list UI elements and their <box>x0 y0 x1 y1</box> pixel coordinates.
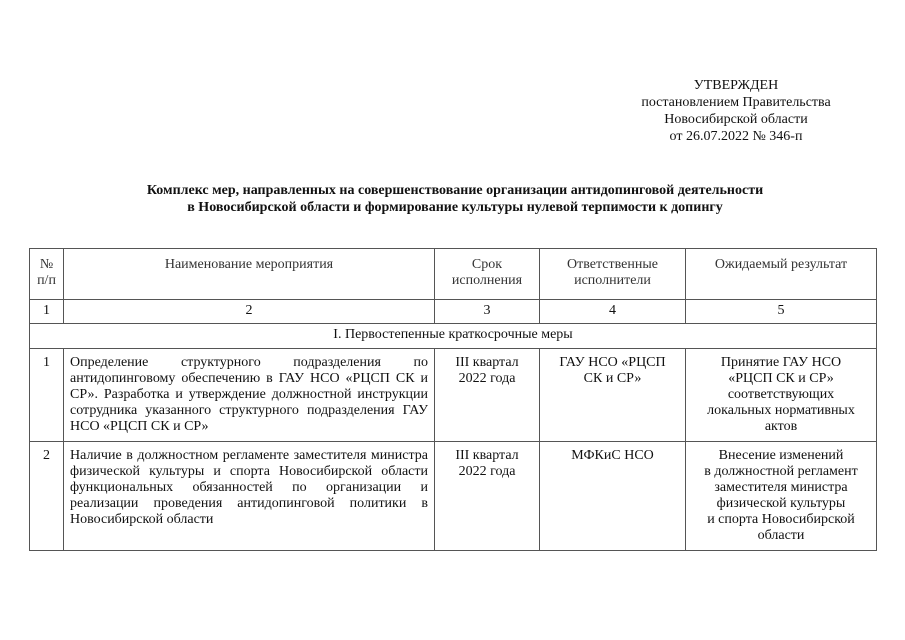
row-result-line: области <box>757 528 805 543</box>
header-term-line-2: исполнения <box>451 273 523 288</box>
row-result <box>686 349 877 442</box>
document-title <box>60 182 850 216</box>
row-term-line-2: 2022 года <box>458 371 516 386</box>
document-title-line-1: Комплекс мер, направленных на совершенствование организации антидопинговой деятельности <box>146 183 764 198</box>
row-measure-name: Определение структурного подразделения по антидопинговому обеспечению в ГАУ НСО «РЦСП СК и СР». Разработка и утверждение должностной инструкции сотрудника указанного структурного подразделения ГАУ НСО «РЦСП СК и СР» <box>64 349 435 442</box>
row-term-line-1: III квартал <box>455 448 519 463</box>
column-number: 2 <box>64 300 435 324</box>
row-responsible <box>540 442 686 551</box>
row-term <box>435 349 540 442</box>
row-result-line: соответствующих <box>727 387 835 402</box>
row-responsible <box>540 349 686 442</box>
approval-date-number: от 26.07.2022 № 346-п <box>669 129 803 144</box>
header-result <box>686 249 877 300</box>
row-result-line: актов <box>764 419 798 434</box>
table-row <box>30 442 877 551</box>
row-result-line: заместителя министра <box>714 480 848 495</box>
row-result-line: локальных нормативных <box>707 403 855 418</box>
row-measure-name: Наличие в должностном регламенте заместителя министра физической культуры и спорта Новосибирской области функциональных обязанностей по организации и реализации проведения антидопинговой политики в Новосибирской области <box>64 442 435 551</box>
header-term-line-1: Срок <box>471 257 503 272</box>
header-number-line-2: п/п <box>37 273 56 288</box>
section-row <box>30 324 877 349</box>
column-number: 3 <box>435 300 540 324</box>
row-result-line: «РЦСП СК и СР» <box>728 371 834 386</box>
row-result-line: Принятие ГАУ НСО <box>720 355 842 370</box>
column-number: 4 <box>540 300 686 324</box>
row-result-line: Внесение изменений <box>718 448 844 463</box>
header-responsible-line-2: исполнители <box>574 273 651 288</box>
header-term <box>435 249 540 300</box>
row-result-line: и спорта Новосибирской <box>707 512 855 527</box>
header-name-text: Наименование мероприятия <box>164 257 334 272</box>
row-number: 1 <box>30 349 64 442</box>
column-number: 5 <box>686 300 877 324</box>
row-term-line-1: III квартал <box>455 355 519 370</box>
header-responsible <box>540 249 686 300</box>
header-responsible-line-1: Ответственные <box>567 257 658 272</box>
approval-region-line: Новосибирской области <box>664 112 808 127</box>
header-number-line-1: № <box>39 257 54 272</box>
header-name <box>64 249 435 300</box>
section-title: I. Первостепенные краткосрочные меры <box>30 324 877 349</box>
table-header-row <box>30 249 877 300</box>
column-number-row <box>30 300 877 324</box>
row-result <box>686 442 877 551</box>
approval-stamp <box>600 77 872 145</box>
row-responsible-line-1: МФКиС НСО <box>571 448 654 463</box>
row-result-line: физической культуры <box>716 496 846 511</box>
measures-table <box>29 248 877 551</box>
approval-heading: УТВЕРЖДЕН <box>693 78 779 93</box>
approval-decree-line: постановлением Правительства <box>641 95 831 110</box>
table-row <box>30 349 877 442</box>
row-term <box>435 442 540 551</box>
column-number: 1 <box>30 300 64 324</box>
row-term-line-2: 2022 года <box>458 464 516 479</box>
row-responsible-line-2: СК и СР» <box>583 371 642 386</box>
row-responsible-line-1: ГАУ НСО «РЦСП <box>559 355 666 370</box>
document-title-line-2: в Новосибирской области и формирование культуры нулевой терпимости к допингу <box>187 200 723 215</box>
row-number: 2 <box>30 442 64 551</box>
row-result-line: в должностной регламент <box>704 464 858 479</box>
header-result-text: Ожидаемый результат <box>714 257 848 272</box>
header-number <box>30 249 64 300</box>
